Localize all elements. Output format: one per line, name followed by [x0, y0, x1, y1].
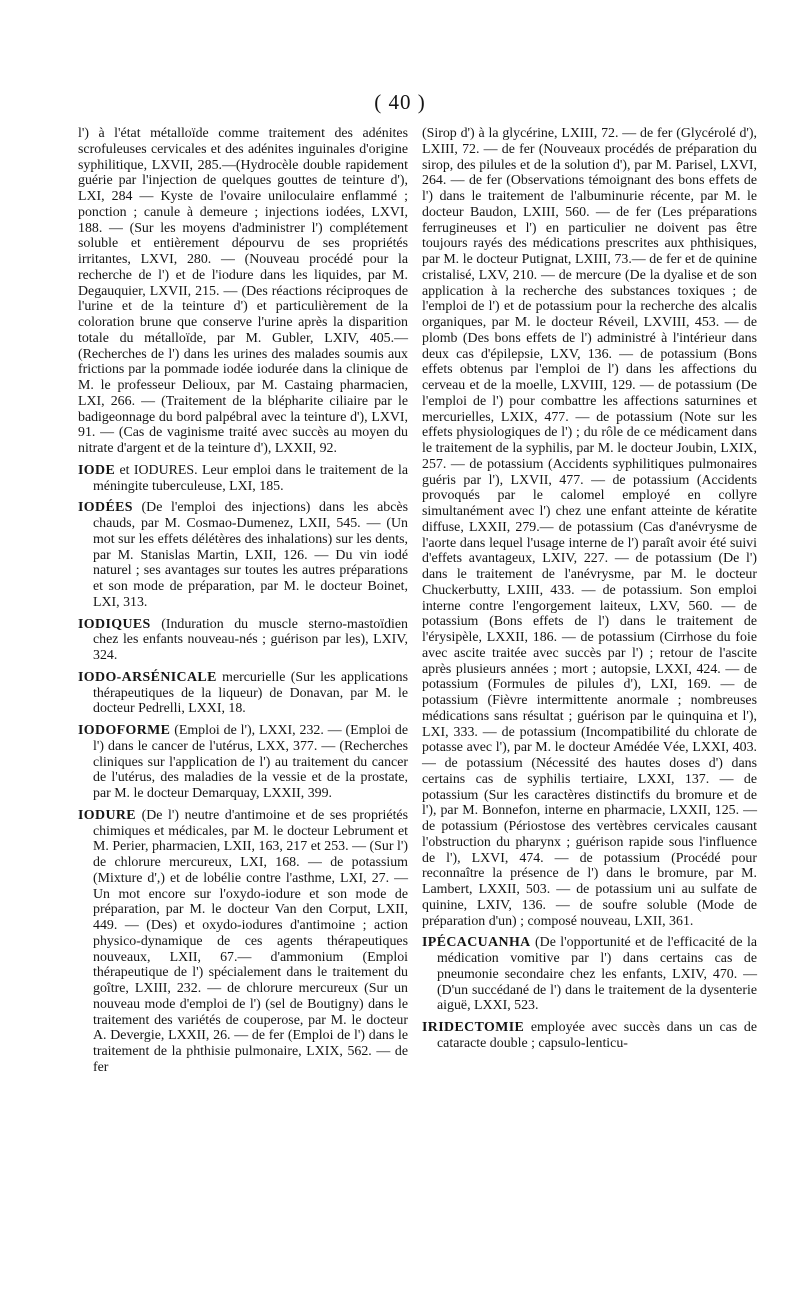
- entry-text: (De l') neutre d'antimoine et de ses propriétés chimiques et médicales, par M. le docteur Lebrument et M. Perier, pharmacien, LXII, 163, 217 et 253. — (Sur l') de chlorure mercureux, LXI, 168. — de potassium (Mixture d',) et de lobélie contre l'asthme, LXI, 27. — Un mot encore sur l'oxydo-iodure et son mode de préparation, par M. le docteur Van den Corput, LXII, 449. — (Des) et oxydo-iodures d'antimoine ; action physico-dynamique de ces agents thérapeutiques nouveaux, LXII, 67.— d'ammonium (Emploi thérapeutique de l') spécialement dans le traitement du goître, LXIII, 232. — de chlorure mercureux (Sur un nouveau mode d'emploi de l') (sel de Boutigny) dans le traitement des variétés de couperose, par M. le docteur A. Devergie, LXXII, 26. — de fer (Emploi de l') dans le traitement de la phthisie pulmonaire, LXIX, 562. — de fer: [93, 807, 408, 1075]
- index-entry: [78, 500, 408, 610]
- index-entry: [78, 617, 408, 664]
- entry-text: (Emploi de l'), LXXI, 232. — (Emploi de l') dans le cancer de l'utérus, LXX, 377. — (Recherches cliniques sur l'application de l') au traitement du cancer de l'utérus, des maladies de la vessie et de la prostate, par M. le docteur Demarquay, LXXII, 399.: [93, 723, 408, 801]
- index-entry: [422, 935, 757, 1014]
- index-entry: [78, 808, 408, 1076]
- entry-headword: IODE: [78, 462, 116, 478]
- entry-text: (De l'opportunité et de l'efficacité de la médication vomitive par l') dans certains cas de pneumonie secondaire chez les enfants, LXIV, 470. — (D'un succédané de l') dans le traitement de la dysenterie aiguë, LXXI, 523.: [437, 935, 757, 1014]
- entry-text: (Sirop d') à la glycérine, LXIII, 72. — de fer (Glycérolé d'), LXIII, 72. — de fer (Nouveaux procédés de préparation du sirop, des pilules et de la solution d'), par M. Parisel, LXVI, 264. — de fer (Observations témoignant des bons effets de l') dans le traitement de l'albuminurie récente, par M. le docteur Baudon, LXIII, 560. — de fer (Les préparations ferrugineuses et l') en particulier ne doivent pas être toujours rayés des médications prescrites aux phthisiques, par M. le docteur Putignat, LXIII, 73.— de fer et de quinine cristalisé, LXV, 210. — de mercure (De la dyalise et de son application à la recherche des substances toxiques ; de l'emploi de l') et de potassium pour la recherche des alcalis organiques, par M. le docteur Réveil, LXVIII, 453. — de plomb (Des bons effets de l') administré à l'intérieur dans deux cas d'épilepsie, LXV, 136. — de potassium (Bons effets obtenus par l'emploi de l') dans les affections du cerveau et de la moelle, LXVIII, 129. — de potassium (De l'emploi de l') pour combattre les affections saturnines et mercurielles, LXIX, 477. — de potassium (Note sur les effets physiologiques de l') ; du rôle de ce médicament dans le traitement de la syphilis, par M. le docteur Joubin, LXIX, 257. — de potassium (Accidents syphilitiques pulmonaires guéris par l'), LXVII, 477. — de potassium (Accidents provoqués par le calomel employé en collyre simultanément avec l') chez une enfant atteinte de kératite diffuse, LXXII, 279.— de potassium (Cas d'anévrysme de l'aorte dans lequel l'usage interne de l') paraît avoir été suivi d'effets avantageux, LXIV, 227. — de potassium (De l') dans le traitement de l'anévrysme, par M. le docteur Chuckerbutty, LXIII, 433. — de potassium. Son emploi interne contre l'engorgement laiteux, LXV, 560. — de potassium (Bons effets de l') dans le traitement de l'érysipèle, LXXII, 186. — de potassium (Cirrhose du foie avec ascite traitée avec succès par l') ; retour de l'ascite après plusieurs années ; mort ; autopsie, LXXI, 424. — de potassium (Formules de pilules d'), LXI, 169. — de potassium (Fièvre intermittente anormale ; nombreuses médications sans résultat ; guérison par le quinquina et l'), LXI, 333. — de potassium (Incompatibilité du chlorate de potasse avec l'), par M. le docteur Amédée Vée, LXXI, 403. — de potassium (Nécessité des hautes doses d') dans certains cas de syphilis tertiaire, LXXI, 137. — de potassium (Sur les caractères distinctifs du bromure et de l'), par M. Bonnefon, interne en pharmacie, LXXII, 125. — de potassium (Périostose des vertèbres cervicales causant l'obstruction du pharynx ; guérison rapide sous l'influence de l'), LXVI, 474. — de potassium (Procédé pour reconnaître la présence de l') dans le bromure, par M. Lambert, LXXII, 503. — de potassium uni au sulfate de quinine, LXIV, 136. — de soufre soluble (Mode de préparation d'un) ; composé nouveau, LXII, 361.: [422, 126, 757, 929]
- index-entry: [78, 463, 408, 495]
- entry-headword: IODO-ARSÉNICALE: [78, 669, 217, 685]
- index-entry: [78, 126, 408, 457]
- page-number: ( 40 ): [374, 90, 426, 114]
- entry-text: employée avec succès dans un cas de cataracte double ; capsulo-lenticu-: [437, 1020, 757, 1051]
- entry-headword: IODURE: [78, 807, 136, 823]
- index-entry: [78, 723, 408, 802]
- index-entry: [422, 126, 757, 929]
- index-entry: [422, 1020, 757, 1052]
- entry-text: l') à l'état métalloïde comme traitement des adénites scrofuleuses cervicales et des adénites inguinales d'origine syphilitique, LXVII, 285.—(Hydrocèle double rapidement guérie par l'injection de quelques gouttes de teinture d'), LXI, 284 — Kyste de l'ovaire uniloculaire enflammé ; ponction ; canule à demeure ; injections iodées, LXVI, 188. — (Sur les moyens d'administrer l') complétement soluble et entièrement dépourvu de ses propriétés irritantes, LXVI, 280. — (Nouveau procédé pour la recherche de l') et de l'iodure dans les liquides, par M. Degauquier, LXVII, 215. — (Des réactions réciproques de l'urine et de la teinture d') et particulièrement de la coloration brune que conserve l'urine après la disparition totale du métalloïde, par M. Gubler, LXIV, 405.—(Recherches de l') dans les urines des malades soumis aux frictions par la pommade iodée iodurée dans la clinique de M. le professeur Delioux, par M. Castaing pharmacien, LXI, 266. — (Traitement de la blépharite ciliaire par le badigeonnage du bord palpébral avec la teinture d'), LXVI, 91. — (Cas de vaginisme traité avec succès au moyen du nitrate d'argent et de la teinture d'), LXXII, 92.: [78, 126, 408, 456]
- index-entry: [78, 670, 408, 717]
- entry-headword: IODIQUES: [78, 616, 151, 632]
- entry-text: (Induration du muscle sterno-mastoïdien chez les enfants nouveau-nés ; guérison par les), LXIV, 324.: [93, 616, 408, 663]
- entry-text: mercurielle (Sur les applications thérapeutiques de la liqueur) de Donavan, par M. le docteur Pedrelli, LXXI, 18.: [93, 669, 408, 717]
- right-column: [422, 126, 757, 1058]
- entry-headword: IODÉES: [78, 500, 133, 516]
- entry-text: (De l'emploi des injections) dans les abcès chauds, par M. Cosmao-Dumenez, LXII, 545. — (Un mot sur les effets délétères des inhalations) sur les dents, par M. Stanislas Martin, LXII, 126. — Du vin iodé naturel ; ses avantages sur toutes les autres préparations et son mode de préparation, par M. le docteur Boinet, LXI, 313.: [93, 500, 408, 610]
- entry-text: et IODURES. Leur emploi dans le traitement de la méningite tuberculeuse, LXI, 185.: [93, 462, 408, 494]
- left-column: [78, 126, 408, 1082]
- entry-headword: IPÉCACUANHA: [422, 935, 531, 951]
- entry-headword: IODOFORME: [78, 723, 171, 738]
- entry-headword: IRIDECTOMIE: [422, 1020, 525, 1035]
